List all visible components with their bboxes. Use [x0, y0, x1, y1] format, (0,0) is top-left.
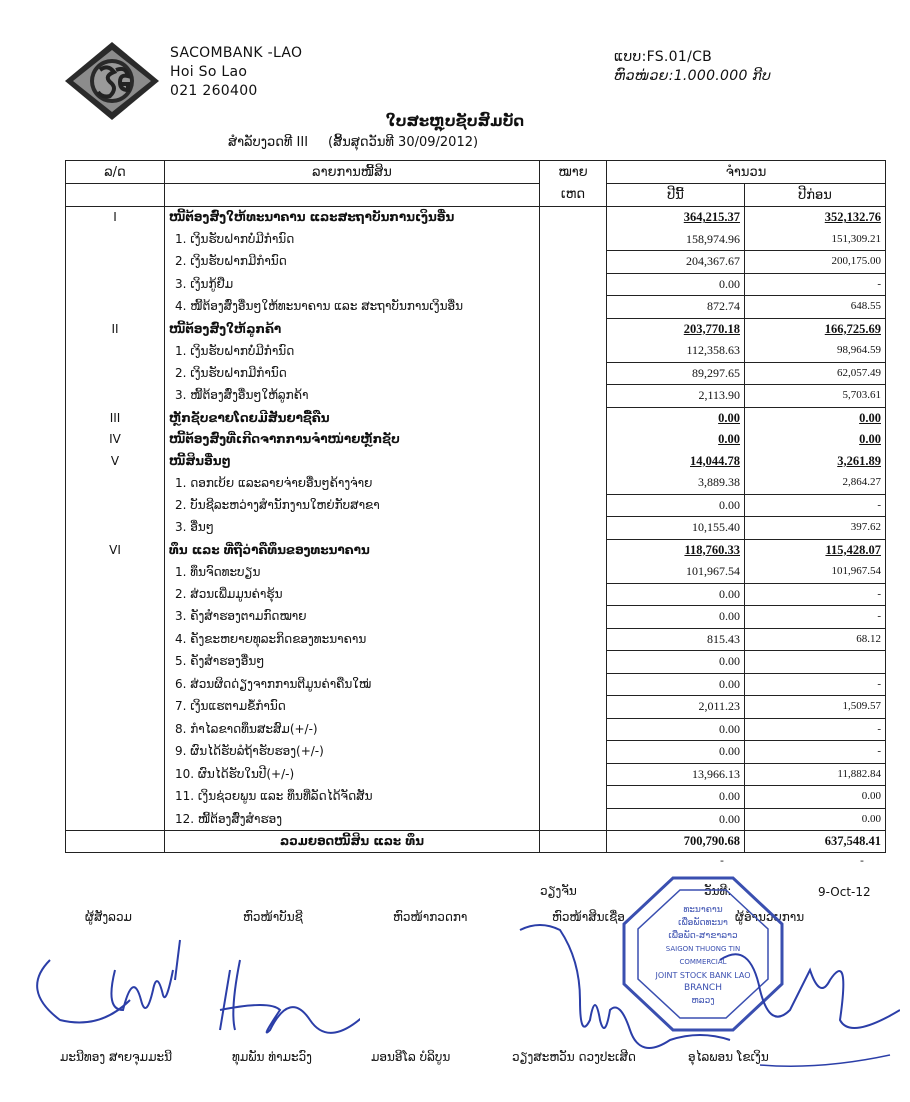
- table-row: [66, 741, 886, 764]
- row-prev-year: -: [745, 673, 886, 696]
- table-row: [66, 385, 886, 408]
- stamp-line-3: ເພື່ອພັດ-ສາຂາລາວ: [668, 931, 738, 941]
- row-number: [66, 696, 165, 719]
- table-row: [66, 207, 886, 229]
- period-label: ສຳລັບງວດທີ III: [228, 135, 309, 150]
- table-row: [66, 808, 886, 831]
- row-note: [540, 606, 607, 629]
- bank-logo: [62, 40, 162, 122]
- row-prev-year: 115,428.07: [745, 539, 886, 561]
- place-label: ວຽງຈັນ: [540, 884, 577, 898]
- row-this-year: 203,770.18: [607, 318, 745, 340]
- row-prev-year: -: [745, 583, 886, 606]
- row-number: III: [66, 407, 165, 429]
- row-this-year: 0.00: [607, 651, 745, 674]
- row-prev-year: 0.00: [745, 429, 886, 451]
- stamp-line-6: BRANCH: [683, 983, 722, 993]
- dash-mark-2: -: [860, 854, 864, 867]
- row-this-year: 0.00: [607, 606, 745, 629]
- row-note: [540, 673, 607, 696]
- row-number: [66, 385, 165, 408]
- signature-compiler: [30, 930, 210, 1040]
- bank-name: SACOMBANK -LAO: [170, 45, 303, 61]
- table-row: [66, 606, 886, 629]
- row-this-year: 0.00: [607, 718, 745, 741]
- stamp-line-5: JOINT STOCK BANK LAO: [655, 971, 751, 980]
- row-note: [540, 472, 607, 494]
- row-this-year: 158,974.96: [607, 229, 745, 251]
- row-prev-year: -: [745, 273, 886, 296]
- row-number: [66, 561, 165, 583]
- row-prev-year: 0.00: [745, 407, 886, 429]
- col-this-year-header: ປີນີ້: [607, 184, 745, 207]
- row-prev-year: 2,864.27: [745, 472, 886, 494]
- row-description: 3. ເງິນກູ້ຢືມ: [165, 273, 540, 296]
- row-number: [66, 651, 165, 674]
- row-number: [66, 741, 165, 764]
- row-prev-year: -: [745, 718, 886, 741]
- row-prev-year: 68.12: [745, 628, 886, 651]
- row-number: IV: [66, 429, 165, 451]
- table-row: [66, 451, 886, 473]
- balance-sheet-table: [65, 160, 886, 853]
- table-row: [66, 340, 886, 362]
- col-note-header-2: ເຫດ: [540, 184, 607, 207]
- row-note: [540, 451, 607, 473]
- row-this-year: 14,044.78: [607, 451, 745, 473]
- row-note: [540, 362, 607, 385]
- table-row: [66, 251, 886, 274]
- row-note: [540, 628, 607, 651]
- row-this-year: 0.00: [607, 673, 745, 696]
- row-description: 8. ກຳໄລຂາດທຶນສະສົມ(+/-): [165, 718, 540, 741]
- row-description: ໜີ້ຕ້ອງສົ່ງໃຫ້ລູກຄ້າ: [165, 318, 540, 340]
- row-this-year: 2,011.23: [607, 696, 745, 719]
- document-title: ໃບສະຫຼຸບຊັບສົມບັດ: [385, 112, 525, 130]
- role-chief-accountant: ຫົວໜ້າບັນຊີ: [243, 910, 303, 924]
- row-prev-year: 5,703.61: [745, 385, 886, 408]
- row-number: [66, 786, 165, 809]
- unit-label: ຫົວໜ່ວຍ:1.000.000 ກີບ: [614, 68, 771, 84]
- row-number: [66, 583, 165, 606]
- row-prev-year: -: [745, 741, 886, 764]
- row-number: VI: [66, 539, 165, 561]
- stamp-line-2: ເພື່ອພັດທະນາ: [678, 918, 728, 928]
- row-note: [540, 207, 607, 229]
- row-prev-year: 98,964.59: [745, 340, 886, 362]
- row-description: 1. ເງິນຮັບຝາກບໍ່ມີກຳນົດ: [165, 340, 540, 362]
- row-number: V: [66, 451, 165, 473]
- total-row: [66, 831, 886, 853]
- stamp-line-1: ທະນາຄານ: [683, 905, 723, 915]
- phone-number: 021 260400: [170, 83, 258, 99]
- row-prev-year: 101,967.54: [745, 561, 886, 583]
- row-prev-year: -: [745, 606, 886, 629]
- row-this-year: 118,760.33: [607, 539, 745, 561]
- row-description: 4. ຄັງຂະຫຍາຍທຸລະກິດຂອງທະນາຄານ: [165, 628, 540, 651]
- row-description: 3. ອື່ນໆ: [165, 517, 540, 540]
- row-note: [540, 786, 607, 809]
- row-note: [540, 296, 607, 319]
- row-note: [540, 429, 607, 451]
- table-row: [66, 628, 886, 651]
- row-description: 3. ຄັງສຳຮອງຕາມກົດໝາຍ: [165, 606, 540, 629]
- row-this-year: 0.00: [607, 583, 745, 606]
- row-prev-year: 648.55: [745, 296, 886, 319]
- row-note: [540, 318, 607, 340]
- table-row: [66, 407, 886, 429]
- name-compiler: ມະນີທອງ ສາຍຈຸມມະນີ: [60, 1050, 172, 1064]
- table-row: [66, 763, 886, 786]
- row-number: [66, 229, 165, 251]
- row-note: [540, 763, 607, 786]
- row-description: ໜີ້ຕ້ອງສົ່ງໃຫ້ທະນາຄານ ແລະສະຖາບັນການເງິນອື່ນ: [165, 207, 540, 229]
- name-chief-credit: ວຽງສະຫວັນ ດວງປະເສີດ: [512, 1050, 636, 1064]
- table-row: [66, 696, 886, 719]
- row-this-year: 0.00: [607, 786, 745, 809]
- name-chief-accountant: ທຸມພັນ ທ່າມະວົງ: [232, 1050, 312, 1064]
- row-number: [66, 606, 165, 629]
- row-prev-year: 200,175.00: [745, 251, 886, 274]
- row-number: [66, 494, 165, 517]
- row-this-year: 10,155.40: [607, 517, 745, 540]
- row-number: [66, 251, 165, 274]
- table-row: [66, 718, 886, 741]
- row-this-year: 3,889.38: [607, 472, 745, 494]
- table-row: [66, 296, 886, 319]
- row-this-year: 815.43: [607, 628, 745, 651]
- row-description: 10. ຜົນໄດ້ຮັບໃນປີ(+/-): [165, 763, 540, 786]
- row-note: [540, 385, 607, 408]
- row-note: [540, 696, 607, 719]
- row-description: ຫຼັກຊັບຂາຍໂດຍມີສັນຍາຊື້ຄືນ: [165, 407, 540, 429]
- row-this-year: 364,215.37: [607, 207, 745, 229]
- row-this-year: 872.74: [607, 296, 745, 319]
- name-chief-auditor: ມອນອີໂລ ບໍລິບູນ: [371, 1050, 451, 1064]
- table-row: [66, 273, 886, 296]
- row-note: [540, 808, 607, 831]
- row-description: ທຶນ ແລະ ທີ່ຖືວ່າຄືທຶນຂອງທະນາຄານ: [165, 539, 540, 561]
- row-description: 9. ຜົນໄດ້ຮັບລໍຖ້າຮັບຮອງ(+/-): [165, 741, 540, 764]
- row-description: 11. ເງິນຊ່ວຍພູນ ແລະ ທຶນທີ່ລັດໄດ້ຈັດສັນ: [165, 786, 540, 809]
- table-row: [66, 362, 886, 385]
- row-description: 2. ເງິນຮັບຝາກມີກຳນົດ: [165, 251, 540, 274]
- total-note: [540, 831, 607, 853]
- row-this-year: 0.00: [607, 741, 745, 764]
- row-this-year: 101,967.54: [607, 561, 745, 583]
- row-note: [540, 651, 607, 674]
- role-chief-credit: ຫົວໜ້າສິນເຊື່ອ: [552, 910, 625, 924]
- row-this-year: 112,358.63: [607, 340, 745, 362]
- row-number: [66, 340, 165, 362]
- col-prev-year-header: ປີກ່ອນ: [745, 184, 886, 207]
- role-compiler: ຜູ້ສັງລວມ: [85, 910, 132, 924]
- row-note: [540, 741, 607, 764]
- row-this-year: 2,113.90: [607, 385, 745, 408]
- stamp-line-4: SAIGON THUONG TIN COMMERCIAL: [665, 945, 741, 966]
- row-note: [540, 539, 607, 561]
- row-description: 3. ໜີ້ຕ້ອງສົ່ງອື່ນໆໃຫ້ລູກຄ້າ: [165, 385, 540, 408]
- col-desc-header: ລາຍການໜີ້ສິນ: [165, 161, 540, 184]
- row-description: 2. ບັນຊີລະຫວ່າງສຳນັກງານໃຫຍ່ກັບສາຂາ: [165, 494, 540, 517]
- row-prev-year: 166,725.69: [745, 318, 886, 340]
- col-note-header-1: ໝາຍ: [540, 161, 607, 184]
- date-value: 9-Oct-12: [818, 885, 871, 899]
- row-note: [540, 251, 607, 274]
- row-description: 12. ໜີ້ຕ້ອງສົ່ງສຳຮອງ: [165, 808, 540, 831]
- row-number: II: [66, 318, 165, 340]
- row-prev-year: 1,509.57: [745, 696, 886, 719]
- branch-name: Hoi So Lao: [170, 64, 248, 80]
- row-number: [66, 362, 165, 385]
- role-chief-auditor: ຫົວໜ້າກວດກາ: [393, 910, 468, 924]
- row-note: [540, 561, 607, 583]
- row-note: [540, 583, 607, 606]
- row-description: 2. ສ່ວນເພີ່ມມູນຄ່າຮຸ້ນ: [165, 583, 540, 606]
- row-note: [540, 407, 607, 429]
- total-this-year: 700,790.68: [607, 831, 745, 853]
- row-description: 1. ດອກເບ້ຍ ແລະລາຍຈ່າຍອື່ນໆຄ້າງຈ່າຍ: [165, 472, 540, 494]
- table-row: [66, 429, 886, 451]
- row-number: [66, 718, 165, 741]
- date-label: ວັນທີ:: [704, 884, 732, 898]
- col-amount-header: ຈຳນວນ: [607, 161, 886, 184]
- row-prev-year: 0.00: [745, 786, 886, 809]
- row-note: [540, 273, 607, 296]
- row-description: 2. ເງິນຮັບຝາກມີກຳນົດ: [165, 362, 540, 385]
- col-desc-header-blank: [165, 184, 540, 207]
- row-this-year: 13,966.13: [607, 763, 745, 786]
- row-description: ໜີ້ສິນອື່ນໆ: [165, 451, 540, 473]
- period-end: (ສິ້ນສຸດວັນທີ 30/09/2012): [328, 135, 479, 150]
- row-prev-year: 0.00: [745, 808, 886, 831]
- row-this-year: 0.00: [607, 429, 745, 451]
- table-row: [66, 494, 886, 517]
- row-prev-year: -: [745, 494, 886, 517]
- row-number: [66, 472, 165, 494]
- row-description: 1. ທຶນຈົດທະບຽນ: [165, 561, 540, 583]
- row-prev-year: 3,261.89: [745, 451, 886, 473]
- row-this-year: 0.00: [607, 808, 745, 831]
- signature-chief-accountant: [200, 950, 360, 1050]
- row-description: 6. ສ່ວນຜິດດ່ຽງຈາກການຕີມູນຄ່າຄືນໃໝ່: [165, 673, 540, 696]
- form-code: ແບບ:FS.01/CB: [614, 49, 713, 65]
- total-label: ລວມຍອດໜີ້ສິນ ແລະ ທຶນ: [165, 831, 540, 853]
- row-number: [66, 673, 165, 696]
- table-row: [66, 472, 886, 494]
- row-description: 1. ເງິນຮັບຝາກບໍ່ມີກຳນົດ: [165, 229, 540, 251]
- row-prev-year: 62,057.49: [745, 362, 886, 385]
- row-prev-year: 352,132.76: [745, 207, 886, 229]
- role-director: ຜູ້ອຳນວຍການ: [735, 910, 805, 924]
- table-row: [66, 539, 886, 561]
- row-prev-year: 11,882.84: [745, 763, 886, 786]
- row-number: [66, 763, 165, 786]
- row-this-year: 89,297.65: [607, 362, 745, 385]
- row-description: 7. ເງິນແຮຕາມຂໍ້ກຳນົດ: [165, 696, 540, 719]
- table-row: [66, 517, 886, 540]
- row-description: ໜີ້ຕ້ອງສົ່ງທີ່ເກີດຈາກການຈຳໜ່າຍຫຼັກຊັບ: [165, 429, 540, 451]
- row-prev-year: 397.62: [745, 517, 886, 540]
- row-number: [66, 296, 165, 319]
- row-number: [66, 273, 165, 296]
- row-description: 4. ໜີ້ຕ້ອງສົ່ງອື່ນໆໃຫ້ທະນາຄານ ແລະ ສະຖາບັນການເງິນອື່ນ: [165, 296, 540, 319]
- table-row: [66, 673, 886, 696]
- row-number: [66, 517, 165, 540]
- row-note: [540, 340, 607, 362]
- table-row: [66, 583, 886, 606]
- row-number: [66, 808, 165, 831]
- row-note: [540, 718, 607, 741]
- dash-mark-1: -: [720, 854, 724, 867]
- col-no-header: ລ/ດ: [66, 161, 165, 184]
- row-this-year: 0.00: [607, 273, 745, 296]
- row-this-year: 204,367.67: [607, 251, 745, 274]
- stamp-line-7: ຫລວງ: [691, 996, 715, 1006]
- table-row: [66, 786, 886, 809]
- table-row: [66, 318, 886, 340]
- row-prev-year: 151,309.21: [745, 229, 886, 251]
- name-director: ອຸໄລພອນ ໂຂເງິນ: [688, 1050, 769, 1064]
- row-note: [540, 517, 607, 540]
- table-row: [66, 561, 886, 583]
- table-row: [66, 229, 886, 251]
- row-note: [540, 494, 607, 517]
- row-number: I: [66, 207, 165, 229]
- table-row: [66, 651, 886, 674]
- row-this-year: 0.00: [607, 407, 745, 429]
- row-prev-year: [745, 651, 886, 674]
- row-this-year: 0.00: [607, 494, 745, 517]
- row-note: [540, 229, 607, 251]
- total-no: [66, 831, 165, 853]
- col-no-header-blank: [66, 184, 165, 207]
- row-description: 5. ຄັງສຳຮອງອື່ນໆ: [165, 651, 540, 674]
- row-number: [66, 628, 165, 651]
- total-prev-year: 637,548.41: [745, 831, 886, 853]
